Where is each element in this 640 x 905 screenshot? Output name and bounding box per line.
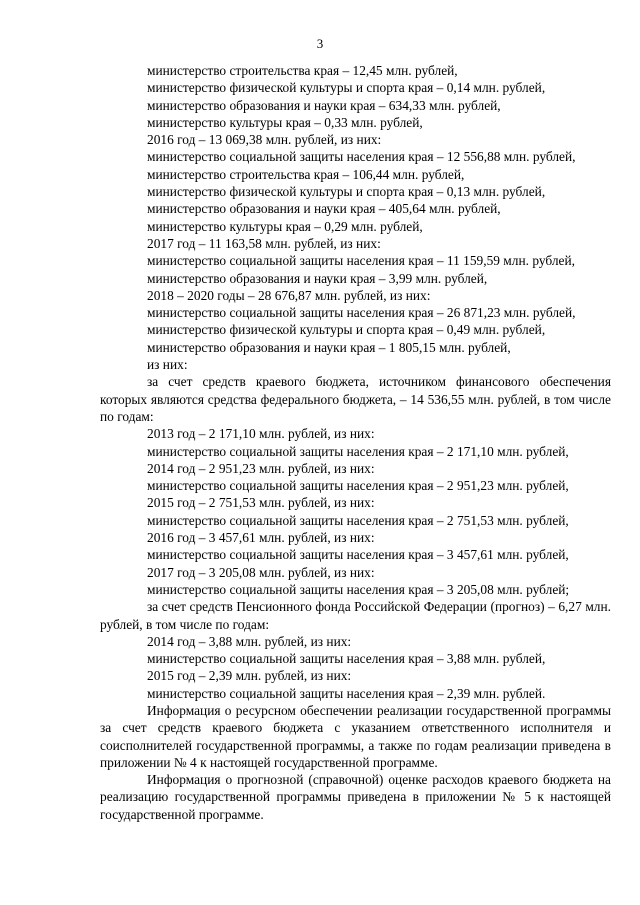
text-line: из них: xyxy=(147,357,188,373)
paragraph-resource-info: Информация о ресурсном обеспечении реализации государственной программы за счет средств краевого бюджета с указанием ответственного исполнителя и соисполнителей государственной программы, а также по годам реализации приведена в приложении № 4 к настоящей государственной программе. xyxy=(100,702,611,770)
text-line: министерство социальной защиты населения края – 3 457,61 млн. рублей, xyxy=(147,547,569,563)
text-line: 2016 год – 13 069,38 млн. рублей, из них: xyxy=(147,132,382,148)
text-line: министерство культуры края – 0,33 млн. рублей, xyxy=(147,114,423,130)
text-line: министерство социальной защиты населения края – 3 205,08 млн. рублей; xyxy=(147,581,570,597)
text-line: министерство строительства края – 12,45 млн. рублей, xyxy=(147,63,458,78)
text-line: министерство социальной защиты населения края – 26 871,23 млн. рублей, xyxy=(147,305,576,321)
text-line: министерство социальной защиты населения края – 2 751,53 млн. рублей, xyxy=(147,512,569,528)
text-line: министерство социальной защиты населения края – 2 171,10 млн. рублей, xyxy=(147,443,569,459)
text-line: 2017 год – 3 205,08 млн. рублей, из них: xyxy=(147,564,375,580)
text-line: министерство социальной защиты населения края – 11 159,59 млн. рублей, xyxy=(147,253,575,269)
text-line: 2015 год – 2 751,53 млн. рублей, из них: xyxy=(147,495,375,511)
document-body xyxy=(100,62,611,823)
paragraph-forecast-info: Информация о прогнозной (справочной) оценке расходов краевого бюджета на реализацию государственной программы приведена в приложении № 5 к настоящей государственной программе. xyxy=(100,772,611,822)
text-line: министерство культуры края – 0,29 млн. рублей, xyxy=(147,218,423,234)
paragraph-federal-funds: за счет средств краевого бюджета, источником финансового обеспечения которых являются средства федерального бюджета, – 14 536,55 млн. рублей, в том числе по годам: xyxy=(100,374,611,424)
text-line: 2016 год – 3 457,61 млн. рублей, из них: xyxy=(147,530,375,546)
text-line: 2015 год – 2,39 млн. рублей, из них: xyxy=(147,668,352,684)
text-line: министерство социальной защиты населения края – 3,88 млн. рублей, xyxy=(147,651,546,667)
text-line: министерство социальной защиты населения края – 12 556,88 млн. рублей, xyxy=(147,149,576,165)
text-line: министерство образования и науки края – 634,33 млн. рублей, xyxy=(147,97,501,113)
text-line: министерство социальной защиты населения края – 2,39 млн. рублей. xyxy=(147,685,546,701)
paragraph-pension-fund: за счет средств Пенсионного фонда Российской Федерации (прогноз) – 6,27 млн. рублей, в том числе по годам: xyxy=(100,599,611,632)
text-line: 2013 год – 2 171,10 млн. рублей, из них: xyxy=(147,426,375,442)
text-line: министерство строительства края – 106,44 млн. рублей, xyxy=(147,166,465,182)
text-line: министерство физической культуры и спорта края – 0,14 млн. рублей, xyxy=(147,80,546,96)
text-line: министерство физической культуры и спорта края – 0,13 млн. рублей, xyxy=(147,184,546,200)
text-line: министерство физической культуры и спорта края – 0,49 млн. рублей, xyxy=(147,322,546,338)
text-line: министерство образования и науки края – 3,99 млн. рублей, xyxy=(147,270,488,286)
text-line: 2014 год – 3,88 млн. рублей, из них: xyxy=(147,633,352,649)
page-number: 3 xyxy=(316,36,324,51)
text-line: 2018 – 2020 годы – 28 676,87 млн. рублей, из них: xyxy=(147,287,431,303)
text-line: 2014 год – 2 951,23 млн. рублей, из них: xyxy=(147,460,375,476)
text-line: 2017 год – 11 163,58 млн. рублей, из них: xyxy=(147,235,381,251)
text-line: министерство образования и науки края – 405,64 млн. рублей, xyxy=(147,201,501,217)
text-line: министерство образования и науки края – 1 805,15 млн. рублей, xyxy=(147,339,511,355)
text-line: министерство социальной защиты населения края – 2 951,23 млн. рублей, xyxy=(147,478,569,494)
